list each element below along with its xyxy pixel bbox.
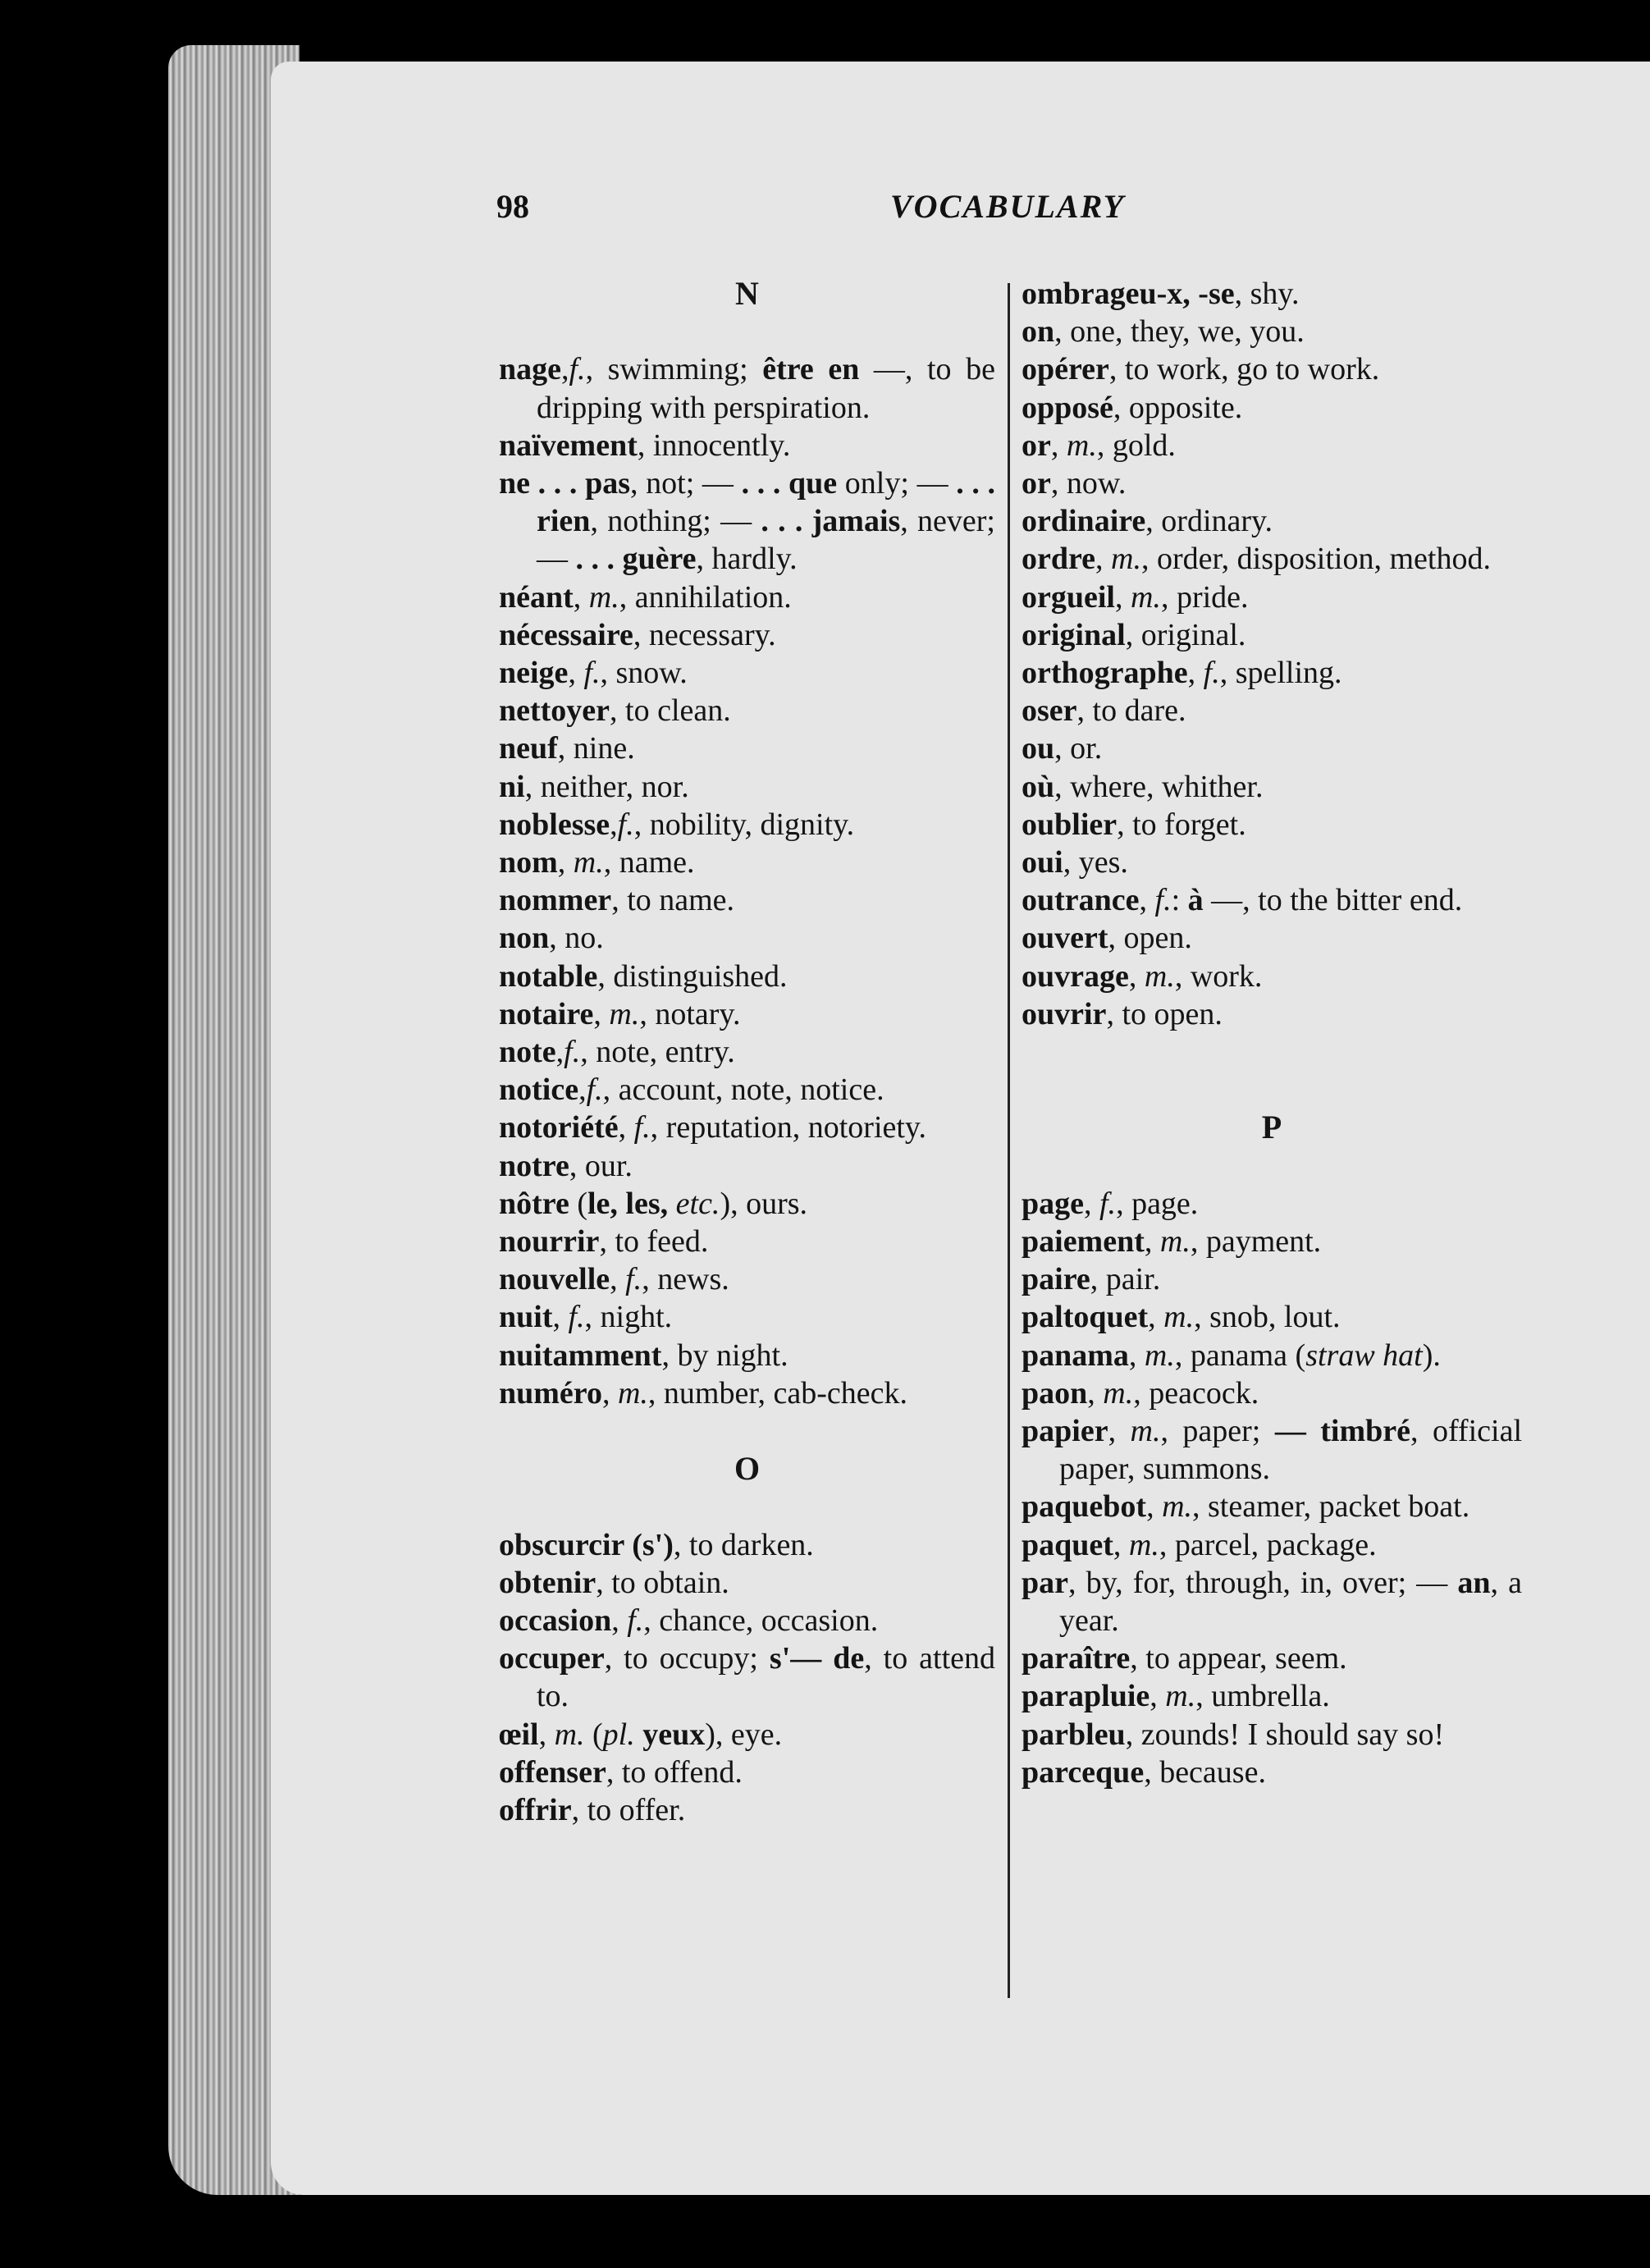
headword: occasion (499, 1603, 612, 1639)
vocabulary-entry (499, 1223, 995, 1260)
definition-text: ), ours. (720, 1186, 808, 1221)
headword: or (1022, 428, 1051, 463)
headword: an (1457, 1565, 1491, 1600)
vocabulary-entry (1022, 1564, 1522, 1639)
vocabulary-entry (1022, 464, 1522, 502)
definition-text: , (593, 996, 610, 1031)
headword: yeux (642, 1717, 706, 1752)
vocabulary-entry (499, 1071, 995, 1109)
vocabulary-entry (1022, 881, 1522, 919)
definition-text: , snob, lout. (1194, 1300, 1341, 1335)
section-heading: P (1261, 1109, 1282, 1146)
grammar-label: f. (583, 656, 601, 690)
headword: . . . rien (537, 465, 996, 539)
headword: notre (499, 1148, 569, 1183)
headword: ordre (1022, 542, 1096, 577)
definition-text: , (1087, 1375, 1104, 1411)
grammar-label: f. (564, 1035, 581, 1070)
definition-text: , by night. (661, 1337, 788, 1373)
definition-text: , necessary. (633, 617, 776, 652)
grammar-label: m. (554, 1717, 585, 1752)
headword: ombrageu-x, -se (1022, 277, 1235, 311)
grammar-label: m. (573, 845, 604, 880)
vocabulary-entry (499, 427, 995, 464)
definition-text: ), eye. (705, 1717, 783, 1752)
headword: original (1022, 617, 1126, 652)
definition-text: , by, for, through, in, over; — (1068, 1565, 1458, 1600)
definition-text: , gold. (1096, 428, 1176, 463)
headword: . . . guère (575, 542, 697, 577)
vocabulary-entry (499, 729, 995, 767)
vocabulary-entry (1022, 1260, 1522, 1298)
vocabulary-entry (499, 1337, 995, 1374)
vocabulary-entry (1022, 1298, 1522, 1336)
grammar-label: m. (1144, 958, 1175, 994)
vocabulary-entry (1022, 1223, 1522, 1260)
grammar-label: m. (1130, 579, 1161, 615)
headword: être en (762, 352, 860, 387)
vocabulary-entry (499, 578, 995, 616)
grammar-label: m. (1165, 1679, 1196, 1714)
definition-text: , nine. (557, 731, 635, 766)
definition-text: , (618, 1110, 634, 1145)
definition-text: , annihilation. (619, 579, 792, 615)
headword: paraître (1022, 1641, 1131, 1676)
definition-text (668, 1187, 676, 1221)
definition-text: , (568, 656, 584, 690)
headword: note (499, 1035, 556, 1070)
headword: page (1022, 1186, 1084, 1221)
definition-text: , original. (1125, 617, 1246, 652)
grammar-label: m. (1162, 1489, 1193, 1525)
definition-text: , chance, occasion. (643, 1603, 879, 1639)
headword: panama (1022, 1337, 1129, 1373)
headword: numéro (499, 1375, 602, 1411)
vocabulary-entry (499, 1147, 995, 1185)
vocabulary-entry (1022, 654, 1522, 692)
grammar-label: f. (627, 1603, 644, 1639)
definition-text: , to offer. (571, 1793, 686, 1828)
headword: paquet (1022, 1527, 1113, 1562)
headword: offenser (499, 1754, 606, 1790)
headword: notaire (499, 996, 594, 1031)
section-heading: N (735, 275, 759, 312)
definition-text: only; — (837, 465, 957, 501)
headword: . . . jamais (761, 504, 901, 539)
headword: neuf (499, 731, 558, 766)
vocabulary-entry (499, 1791, 995, 1829)
headword: notoriété (499, 1110, 619, 1145)
headword: offrir (499, 1793, 572, 1828)
headword: nourrir (499, 1224, 600, 1260)
definition-text: , to open. (1106, 996, 1223, 1031)
definition-text: , to feed. (599, 1224, 709, 1260)
headword: s'— de (769, 1641, 865, 1676)
definition-text: , (1150, 1679, 1166, 1714)
grammar-label: m. (1103, 1375, 1134, 1411)
vocabulary-entry (1022, 578, 1522, 616)
definition-text: , distinguished. (597, 958, 788, 994)
definition-text: , work. (1174, 958, 1263, 994)
definition-text: , umbrella. (1195, 1679, 1330, 1714)
headword: paquebot (1022, 1489, 1147, 1525)
vocabulary-entry (499, 1260, 995, 1298)
definition-text: ). (1422, 1337, 1441, 1373)
definition-text: , night. (584, 1300, 673, 1335)
vocabulary-entry (1022, 1639, 1522, 1677)
vocabulary-entry (499, 1374, 995, 1412)
grammar-label: m. (1128, 1527, 1159, 1562)
column-divider (1008, 283, 1010, 1998)
vocabulary-entry (1022, 427, 1522, 464)
definition-text: , paper; (1160, 1414, 1275, 1449)
definition-text: ( (584, 1717, 603, 1752)
vocabulary-entry (1022, 1754, 1522, 1791)
vocabulary-entry (499, 995, 995, 1033)
vocabulary-entry (1022, 806, 1522, 844)
vocabulary-entry (1022, 616, 1522, 654)
definition-text: , swimming; (585, 352, 763, 387)
definition-text: , order, disposition, method. (1141, 542, 1491, 577)
definition-text: : (1171, 883, 1188, 918)
headword: notable (499, 958, 598, 994)
grammar-label: straw hat (1305, 1337, 1423, 1373)
definition-text: , (578, 1072, 587, 1108)
headword: opérer (1022, 352, 1109, 387)
headword: paire (1022, 1262, 1090, 1297)
headword: oser (1022, 693, 1077, 729)
definition-text: , our. (569, 1148, 633, 1183)
definition-text: , to forget. (1117, 807, 1246, 842)
headword: ouvrir (1022, 996, 1107, 1031)
definition-text: , to darken. (673, 1527, 814, 1562)
headword: parceque (1022, 1754, 1145, 1790)
grammar-label: f. (1099, 1186, 1117, 1221)
definition-text: , a year. (1059, 1565, 1522, 1639)
headword: nouvelle (499, 1262, 610, 1297)
headword: . . . que (741, 465, 838, 501)
definition-text: , (1113, 1527, 1129, 1562)
spacer (499, 1488, 995, 1525)
definition-text: , (1108, 1414, 1131, 1449)
definition-text: , nothing; — (590, 504, 761, 539)
vocabulary-entry (499, 1298, 995, 1336)
vocabulary-entry (1022, 692, 1522, 729)
headword: nommer (499, 883, 612, 918)
definition-text: , now. (1050, 466, 1127, 501)
headword: paon (1022, 1375, 1088, 1411)
headword: à (1187, 883, 1204, 918)
definition-text: , to obtain. (596, 1565, 729, 1600)
definition-text: , to appear, seem. (1130, 1641, 1347, 1676)
definition-text: , (610, 807, 618, 842)
headword: ne . . . pas (499, 465, 631, 501)
left-column (499, 275, 995, 1829)
grammar-label: f. (1154, 883, 1172, 918)
vocabulary-entry (499, 692, 995, 729)
headword: orgueil (1022, 579, 1115, 615)
headword: ouvrage (1022, 958, 1129, 994)
headword: outrance (1022, 883, 1140, 918)
headword: nettoyer (499, 693, 610, 729)
vocabulary-entry (1022, 313, 1522, 350)
vocabulary-entry (499, 1564, 995, 1602)
headword: ordinaire (1022, 504, 1146, 539)
spacer (499, 1412, 995, 1450)
vocabulary-entry (499, 1754, 995, 1791)
grammar-label: pl. (602, 1717, 635, 1752)
section-heading: O (734, 1450, 761, 1488)
definition-text: , (1095, 542, 1112, 577)
definition-text: —, to the bitter end. (1203, 883, 1463, 918)
headword: opposé (1022, 390, 1113, 425)
vocabulary-entry (1022, 844, 1522, 881)
definition-text: , notary. (639, 996, 741, 1031)
vocabulary-entry (499, 654, 995, 692)
headword: nage (499, 352, 561, 387)
grammar-label: m. (617, 1375, 648, 1411)
vocabulary-entry (1022, 1185, 1522, 1223)
definition-text: —, to be dripping with perspiration. (537, 352, 995, 425)
headword: neige (499, 656, 569, 690)
vocabulary-entry (499, 1109, 995, 1146)
vocabulary-entry (1022, 1374, 1522, 1412)
definition-text: , to attend to. (537, 1641, 995, 1714)
headword: le, les, (587, 1186, 669, 1221)
grammar-label: m. (1066, 428, 1097, 463)
definition-text: , to occupy; (604, 1641, 770, 1676)
grammar-label: f. (586, 1072, 603, 1108)
definition-text: , panama ( (1174, 1337, 1306, 1373)
definition-text: , (611, 1603, 628, 1639)
vocabulary-entry (499, 1526, 995, 1564)
headword: nôtre (499, 1186, 569, 1221)
definition-text: , (610, 1262, 626, 1297)
headword: obtenir (499, 1565, 596, 1600)
vocabulary-entry (499, 881, 995, 919)
headword: — timbré (1274, 1414, 1411, 1449)
vocabulary-entry (1022, 502, 1522, 540)
vocabulary-entry (1022, 1677, 1522, 1715)
vocabulary-entry (1022, 995, 1522, 1033)
definition-text: , (561, 352, 569, 387)
grammar-label: f. (625, 1262, 642, 1297)
definition-text: , to clean. (610, 693, 731, 729)
grammar-label: m. (588, 579, 619, 615)
definition-text: , opposite. (1113, 390, 1243, 425)
grammar-label: f. (569, 352, 586, 387)
definition-text: , note, entry. (580, 1035, 735, 1070)
vocabulary-entry (1022, 729, 1522, 767)
headword: paiement (1022, 1224, 1145, 1260)
definition-text: , no. (549, 921, 604, 956)
headword: parapluie (1022, 1679, 1150, 1714)
definition-text: , where, whither. (1054, 769, 1264, 804)
definition-text: , to dare. (1076, 693, 1186, 729)
spacer (1022, 1033, 1522, 1071)
definition-text: , (555, 1035, 564, 1070)
vocabulary-entry (1022, 540, 1522, 578)
headword: naïvement (499, 428, 638, 463)
vocabulary-entry (499, 1639, 995, 1715)
spacer (1022, 1147, 1522, 1185)
vocabulary-entry (499, 806, 995, 844)
definition-text: , (538, 1717, 555, 1752)
definition-text: , peacock. (1133, 1375, 1259, 1411)
definition-text: , because. (1144, 1754, 1266, 1790)
headword: néant (499, 579, 574, 615)
headword: où (1022, 769, 1055, 804)
headword: on (1022, 314, 1055, 350)
definition-text: , (601, 1375, 618, 1411)
definition-text: , reputation, notoriety. (650, 1110, 926, 1145)
definition-text: , (552, 1300, 569, 1335)
definition-text: , to offend. (606, 1754, 743, 1790)
grammar-label: f. (617, 807, 634, 842)
definition-text: , open. (1108, 921, 1192, 956)
vocabulary-entry (1022, 1488, 1522, 1525)
definition-text: , never; — (537, 504, 995, 577)
right-column (1022, 275, 1522, 1791)
vocabulary-entry (1022, 768, 1522, 806)
grammar-label: m. (1111, 542, 1141, 577)
definition-text: , spelling. (1219, 656, 1342, 691)
headword: oui (1022, 845, 1063, 880)
definition-text: , parcel, package. (1159, 1527, 1377, 1562)
vocabulary-entry (1022, 1716, 1522, 1754)
vocabulary-entry (1022, 1526, 1522, 1564)
vocabulary-entry (499, 768, 995, 806)
headword: or (1022, 466, 1051, 501)
vocabulary-entry (499, 1033, 995, 1071)
headword: non (499, 921, 550, 956)
definition-text: , (1128, 1337, 1145, 1373)
running-head: VOCABULARY (890, 188, 1125, 225)
definition-text: , (1050, 428, 1067, 463)
headword: par (1022, 1565, 1068, 1600)
vocabulary-entry (1022, 350, 1522, 388)
definition-text: , to work, go to work. (1108, 352, 1380, 387)
grammar-label: f. (1203, 656, 1220, 691)
definition-text (635, 1717, 643, 1752)
vocabulary-entry (499, 919, 995, 957)
spacer (1022, 1071, 1522, 1109)
definition-text: , (573, 579, 589, 615)
headword: orthographe (1022, 656, 1188, 691)
definition-text: , (1148, 1300, 1164, 1335)
definition-text: , (1187, 656, 1204, 691)
definition-text: , snow. (600, 656, 688, 690)
definition-text: , to name. (611, 883, 735, 918)
definition-text: , (1114, 579, 1131, 615)
definition-text: , (1144, 1224, 1160, 1260)
vocabulary-entry (1022, 919, 1522, 957)
headword: ou (1022, 731, 1055, 766)
definition-text: , pride. (1160, 579, 1249, 615)
definition-text: , steamer, packet boat. (1192, 1489, 1470, 1525)
definition-text: , page. (1116, 1186, 1199, 1221)
grammar-label: m. (1163, 1300, 1195, 1335)
headword: oublier (1022, 807, 1118, 842)
definition-text: , innocently. (637, 428, 791, 463)
vocabulary-entry (499, 844, 995, 881)
definition-text: , ordinary. (1145, 504, 1273, 539)
vocabulary-entry (1022, 275, 1522, 313)
definition-text: , one, they, we, you. (1054, 314, 1305, 350)
headword: occuper (499, 1641, 605, 1676)
definition-text: , (557, 845, 574, 880)
definition-text: , pair. (1090, 1262, 1161, 1297)
grammar-label: m. (1159, 1224, 1191, 1260)
vocabulary-entry (499, 464, 995, 578)
vocabulary-entry (1022, 1412, 1522, 1488)
definition-text: , name. (603, 845, 695, 880)
vocabulary-entry (499, 350, 995, 426)
headword: obscurcir (s') (499, 1527, 674, 1562)
vocabulary-entry (499, 1185, 995, 1223)
definition-text: ( (569, 1186, 587, 1221)
definition-text: , (1128, 958, 1145, 994)
headword: nom (499, 845, 558, 880)
vocabulary-entry (1022, 958, 1522, 995)
page-header (496, 187, 1563, 236)
definition-text: , zounds! I should say so! (1125, 1717, 1445, 1752)
definition-text: , hardly. (696, 542, 798, 577)
definition-text: , (1084, 1186, 1099, 1221)
headword: parbleu (1022, 1717, 1126, 1752)
definition-text: , neither, nor. (524, 769, 689, 804)
definition-text: , payment. (1190, 1224, 1322, 1260)
headword: papier (1022, 1414, 1108, 1449)
headword: ouvert (1022, 921, 1108, 956)
vocabulary-entry (499, 1602, 995, 1639)
definition-text: , number, cab-check. (647, 1375, 907, 1411)
vocabulary-entry (499, 958, 995, 995)
grammar-label: m. (1144, 1337, 1175, 1373)
grammar-label: f. (568, 1300, 585, 1335)
grammar-label: m. (1130, 1414, 1161, 1449)
grammar-label: m. (609, 996, 640, 1031)
definition-text: , official paper, summons. (1059, 1414, 1522, 1487)
definition-text: , account, note, notice. (602, 1072, 884, 1108)
definition-text: , (1139, 883, 1155, 918)
definition-text: , news. (642, 1262, 729, 1297)
grammar-label: etc. (675, 1186, 720, 1221)
definition-text: , yes. (1063, 845, 1128, 880)
vocabulary-entry (499, 616, 995, 654)
definition-text: , or. (1054, 731, 1103, 766)
headword: ni (499, 769, 525, 804)
headword: nuit (499, 1300, 553, 1335)
definition-text: , nobility, dignity. (633, 807, 855, 842)
spacer (499, 313, 995, 350)
page-number: 98 (496, 188, 529, 225)
headword: paltoquet (1022, 1300, 1149, 1335)
vocabulary-entry (1022, 389, 1522, 427)
headword: noblesse (499, 807, 610, 842)
headword: œil (499, 1717, 539, 1752)
definition-text: , shy. (1234, 277, 1300, 311)
headword: notice (499, 1072, 579, 1108)
headword: nuitamment (499, 1337, 662, 1373)
headword: nécessaire (499, 617, 633, 652)
vocabulary-entry (1022, 1337, 1522, 1374)
definition-text: , not; — (630, 465, 742, 501)
grammar-label: f. (633, 1110, 651, 1145)
definition-text: , (1146, 1489, 1163, 1525)
vocabulary-entry (499, 1716, 995, 1754)
